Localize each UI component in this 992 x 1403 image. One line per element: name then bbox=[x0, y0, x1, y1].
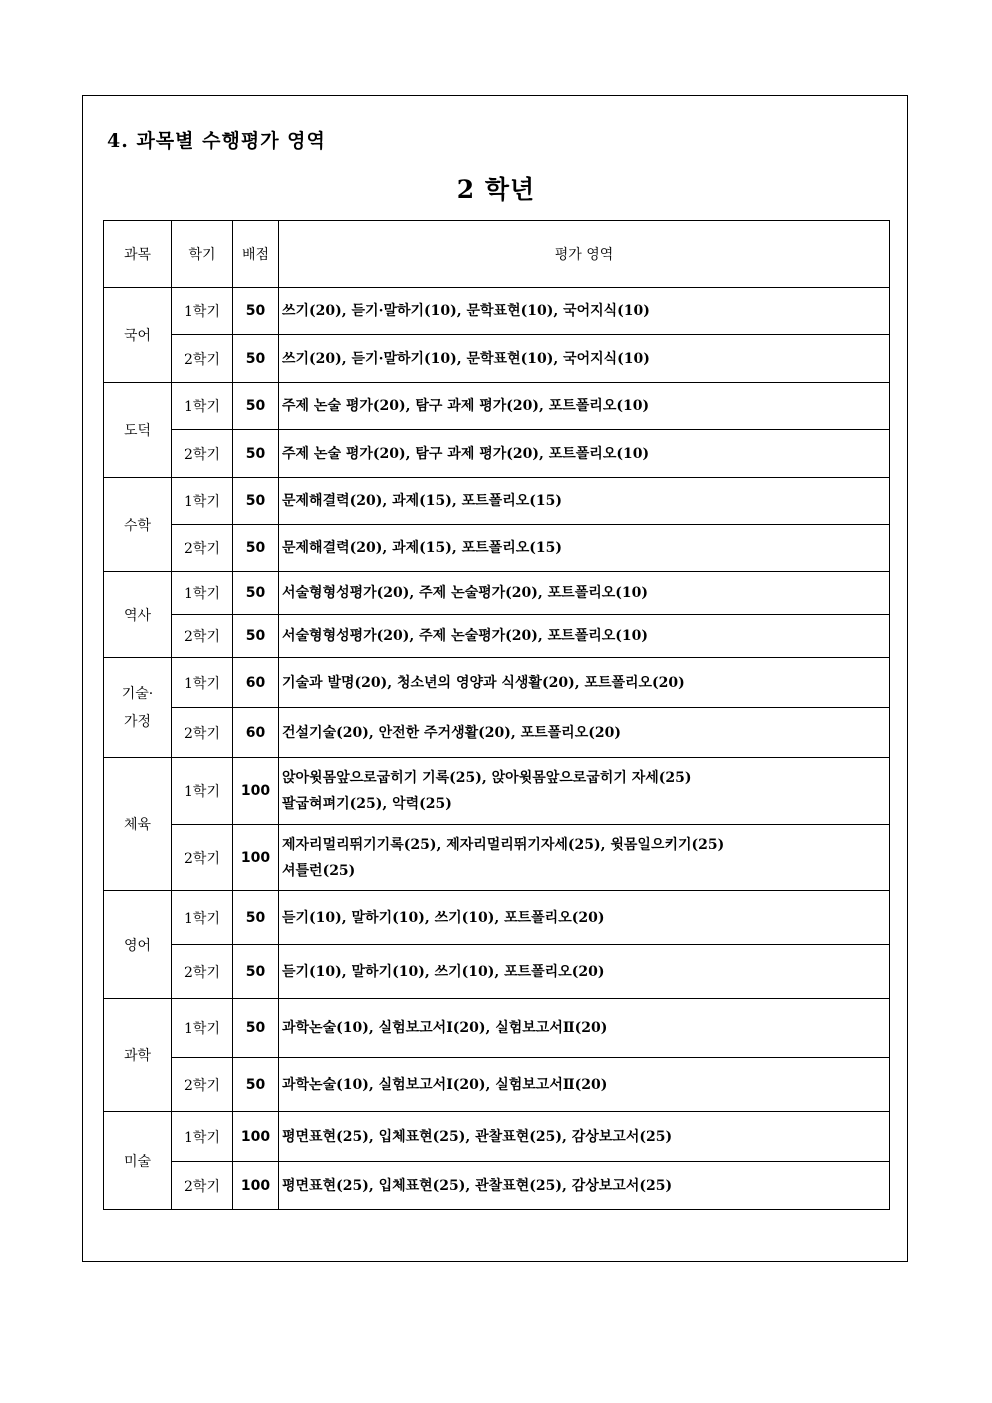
area-line: 쓰기(20), 듣기·말하기(10), 문학표현(10), 국어지식(10) bbox=[282, 303, 650, 319]
subject-cell: 영어 bbox=[104, 891, 172, 999]
points-cell: 60 bbox=[233, 708, 279, 758]
table-row bbox=[104, 658, 890, 708]
points-cell: 100 bbox=[233, 1112, 279, 1162]
points-cell: 50 bbox=[233, 288, 279, 335]
area-cell bbox=[279, 758, 890, 825]
table-row bbox=[104, 335, 890, 383]
points-cell: 50 bbox=[233, 1058, 279, 1112]
header-semester: 학기 bbox=[172, 221, 233, 288]
semester-cell: 1학기 bbox=[172, 658, 233, 708]
semester-cell: 1학기 bbox=[172, 999, 233, 1058]
area-cell bbox=[279, 288, 890, 335]
area-line: 기술과 발명(20), 청소년의 영양과 식생활(20), 포트폴리오(20) bbox=[282, 674, 685, 691]
area-line: 평면표현(25), 입체표현(25), 관찰표현(25), 감상보고서(25) bbox=[282, 1177, 673, 1194]
semester-cell: 1학기 bbox=[172, 891, 233, 945]
table-row bbox=[104, 615, 890, 658]
area-line: 과학논술(10), 실험보고서Ⅰ(20), 실험보고서Ⅱ(20) bbox=[282, 1020, 608, 1036]
table-row bbox=[104, 525, 890, 572]
points-cell: 100 bbox=[233, 1162, 279, 1210]
semester-cell: 1학기 bbox=[172, 1112, 233, 1162]
subject-cell: 도덕 bbox=[104, 383, 172, 478]
area-cell bbox=[279, 383, 890, 430]
header-area: 평가 영역 bbox=[279, 221, 890, 288]
area-line: 서술형형성평가(20), 주제 논술평가(20), 포트폴리오(10) bbox=[282, 628, 648, 644]
table-row bbox=[104, 1162, 890, 1210]
evaluation-table bbox=[103, 220, 890, 1210]
points-cell: 100 bbox=[233, 758, 279, 825]
area-cell bbox=[279, 430, 890, 478]
points-cell: 50 bbox=[233, 945, 279, 999]
points-cell: 50 bbox=[233, 525, 279, 572]
semester-cell: 2학기 bbox=[172, 708, 233, 758]
points-cell: 50 bbox=[233, 615, 279, 658]
area-line: 문제해결력(20), 과제(15), 포트폴리오(15) bbox=[282, 493, 562, 509]
table-row bbox=[104, 758, 890, 825]
area-cell bbox=[279, 1112, 890, 1162]
grade-title: 2 학년 bbox=[456, 175, 536, 204]
semester-cell: 2학기 bbox=[172, 430, 233, 478]
area-line: 앉아윗몸앞으로굽히기 기록(25), 앉아윗몸앞으로굽히기 자세(25) bbox=[282, 770, 692, 786]
semester-cell: 2학기 bbox=[172, 1162, 233, 1210]
area-cell bbox=[279, 1058, 890, 1112]
area-cell bbox=[279, 658, 890, 708]
subject-cell: 국어 bbox=[104, 288, 172, 383]
semester-cell: 2학기 bbox=[172, 945, 233, 999]
area-cell bbox=[279, 525, 890, 572]
table-row bbox=[104, 999, 890, 1058]
table-row bbox=[104, 288, 890, 335]
header-points: 배점 bbox=[233, 221, 279, 288]
area-line: 쓰기(20), 듣기·말하기(10), 문학표현(10), 국어지식(10) bbox=[282, 350, 650, 367]
section-title: 4. 과목별 수행평가 영역 bbox=[107, 130, 326, 152]
area-line: 주제 논술 평가(20), 탐구 과제 평가(20), 포트폴리오(10) bbox=[282, 398, 650, 414]
table-row bbox=[104, 891, 890, 945]
points-cell: 50 bbox=[233, 478, 279, 525]
semester-cell: 2학기 bbox=[172, 825, 233, 891]
subject-cell: 체육 bbox=[104, 758, 172, 891]
area-line: 듣기(10), 말하기(10), 쓰기(10), 포트폴리오(20) bbox=[282, 909, 605, 926]
area-line: 건설기술(20), 안전한 주거생활(20), 포트폴리오(20) bbox=[282, 724, 621, 741]
header-subject: 과목 bbox=[104, 221, 172, 288]
area-cell bbox=[279, 335, 890, 383]
area-line: 팔굽혀펴기(25), 악력(25) bbox=[282, 796, 452, 812]
area-line: 문제해결력(20), 과제(15), 포트폴리오(15) bbox=[282, 540, 562, 556]
semester-cell: 1학기 bbox=[172, 383, 233, 430]
semester-cell: 2학기 bbox=[172, 615, 233, 658]
semester-cell: 1학기 bbox=[172, 572, 233, 615]
semester-cell: 2학기 bbox=[172, 525, 233, 572]
area-cell bbox=[279, 825, 890, 891]
area-cell bbox=[279, 572, 890, 615]
area-cell bbox=[279, 891, 890, 945]
semester-cell: 1학기 bbox=[172, 758, 233, 825]
table-row bbox=[104, 708, 890, 758]
area-line: 셔틀런(25) bbox=[282, 862, 356, 879]
subject-cell bbox=[104, 658, 172, 758]
area-line: 주제 논술 평가(20), 탐구 과제 평가(20), 포트폴리오(10) bbox=[282, 445, 650, 462]
points-cell: 50 bbox=[233, 335, 279, 383]
table-row bbox=[104, 825, 890, 891]
subject-line: 기술· bbox=[121, 685, 154, 702]
area-cell bbox=[279, 615, 890, 658]
points-cell: 50 bbox=[233, 891, 279, 945]
table-row bbox=[104, 1058, 890, 1112]
semester-cell: 1학기 bbox=[172, 478, 233, 525]
area-cell bbox=[279, 708, 890, 758]
area-cell bbox=[279, 999, 890, 1058]
points-cell: 100 bbox=[233, 825, 279, 891]
area-cell bbox=[279, 945, 890, 999]
table-row bbox=[104, 1112, 890, 1162]
area-line: 과학논술(10), 실험보고서Ⅰ(20), 실험보고서Ⅱ(20) bbox=[282, 1076, 608, 1093]
points-cell: 50 bbox=[233, 572, 279, 615]
table-row bbox=[104, 383, 890, 430]
points-cell: 50 bbox=[233, 999, 279, 1058]
table-row bbox=[104, 478, 890, 525]
table-row bbox=[104, 945, 890, 999]
points-cell: 50 bbox=[233, 430, 279, 478]
area-cell bbox=[279, 1162, 890, 1210]
table-header-row bbox=[104, 221, 890, 288]
semester-cell: 1학기 bbox=[172, 288, 233, 335]
area-line: 서술형형성평가(20), 주제 논술평가(20), 포트폴리오(10) bbox=[282, 585, 648, 601]
subject-cell: 과학 bbox=[104, 999, 172, 1112]
semester-cell: 2학기 bbox=[172, 1058, 233, 1112]
subject-cell: 수학 bbox=[104, 478, 172, 572]
area-cell bbox=[279, 478, 890, 525]
table-row bbox=[104, 430, 890, 478]
points-cell: 50 bbox=[233, 383, 279, 430]
table-row bbox=[104, 572, 890, 615]
subject-cell: 역사 bbox=[104, 572, 172, 658]
semester-cell: 2학기 bbox=[172, 335, 233, 383]
area-line: 듣기(10), 말하기(10), 쓰기(10), 포트폴리오(20) bbox=[282, 963, 605, 980]
points-cell: 60 bbox=[233, 658, 279, 708]
area-line: 평면표현(25), 입체표현(25), 관찰표현(25), 감상보고서(25) bbox=[282, 1128, 673, 1145]
subject-line: 가정 bbox=[123, 713, 152, 730]
subject-cell: 미술 bbox=[104, 1112, 172, 1210]
area-line: 제자리멀리뛰기기록(25), 제자리멀리뛰기자세(25), 윗몸일으키기(25) bbox=[282, 836, 725, 853]
